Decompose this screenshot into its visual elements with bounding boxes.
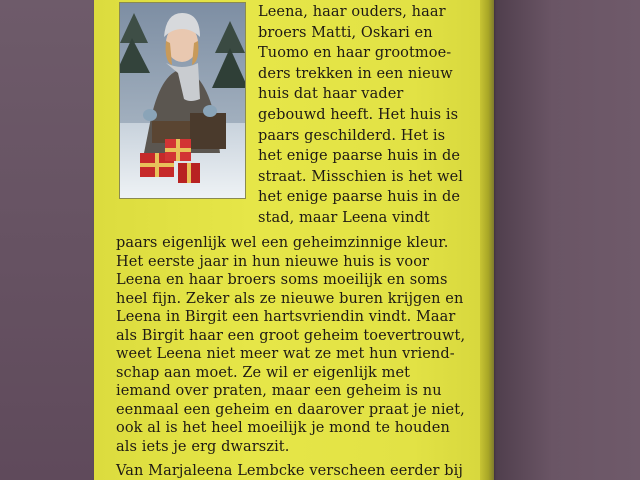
blurb-line: ook al is het heel moeilijk je mond te houden: [116, 420, 450, 436]
girl-with-presents-illustration: [120, 3, 245, 198]
blurb-line: paars geschilderd. Het is: [258, 127, 446, 144]
footer-line: Van Marjaleena Lembcke verscheen eerder bij: [116, 463, 463, 479]
blurb-line: heel fijn. Zeker als ze nieuwe buren krijgen en: [116, 290, 464, 307]
blurb-line: Tuomo en haar grootmoe-: [258, 45, 452, 62]
blurb-line: schap aan moet. Ze wil er eigenlijk met: [116, 364, 411, 381]
table-shadow: [494, 0, 640, 480]
blurb-line: Leena en haar broers soms moeilijk en soms: [116, 272, 448, 288]
blurb-line: ders trekken in een nieuw: [258, 65, 453, 82]
blurb-line: het enige paarse huis in de: [258, 189, 461, 206]
blurb-line: iemand over praten, maar een geheim is nu: [116, 383, 442, 399]
blurb-line: het enige paarse huis in de: [258, 148, 461, 165]
blurb-line: broers Matti, Oskari en: [258, 24, 433, 41]
blurb-line: straat. Misschien is het wel: [258, 168, 463, 185]
blurb-line: weet Leena niet meer wat ze met hun vriend-: [116, 346, 455, 362]
blurb-line: eenmaal een geheim en daarover praat je niet,: [116, 401, 465, 418]
blurb-line: huis dat haar vader: [258, 86, 404, 103]
book-spine-edge: [480, 0, 494, 480]
blurb-line: als iets je erg dwarszit.: [116, 438, 290, 455]
blurb-line: paars eigenlijk wel een geheimzinnige kleur.: [116, 235, 449, 251]
blurb-line: stad, maar Leena vindt: [258, 210, 430, 226]
blurb-line: als Birgit haar een groot geheim toevertrouwt,: [116, 327, 466, 344]
blurb-line: gebouwd heeft. Het huis is: [258, 107, 459, 123]
blurb-line: Leena in Birgit een hartsvriendin vindt. Maar: [116, 309, 456, 325]
blurb-line: Het eerste jaar in hun nieuwe huis is voor: [116, 253, 430, 270]
cover-illustration: [119, 2, 246, 199]
blurb-line: Leena, haar ouders, haar: [258, 4, 446, 20]
